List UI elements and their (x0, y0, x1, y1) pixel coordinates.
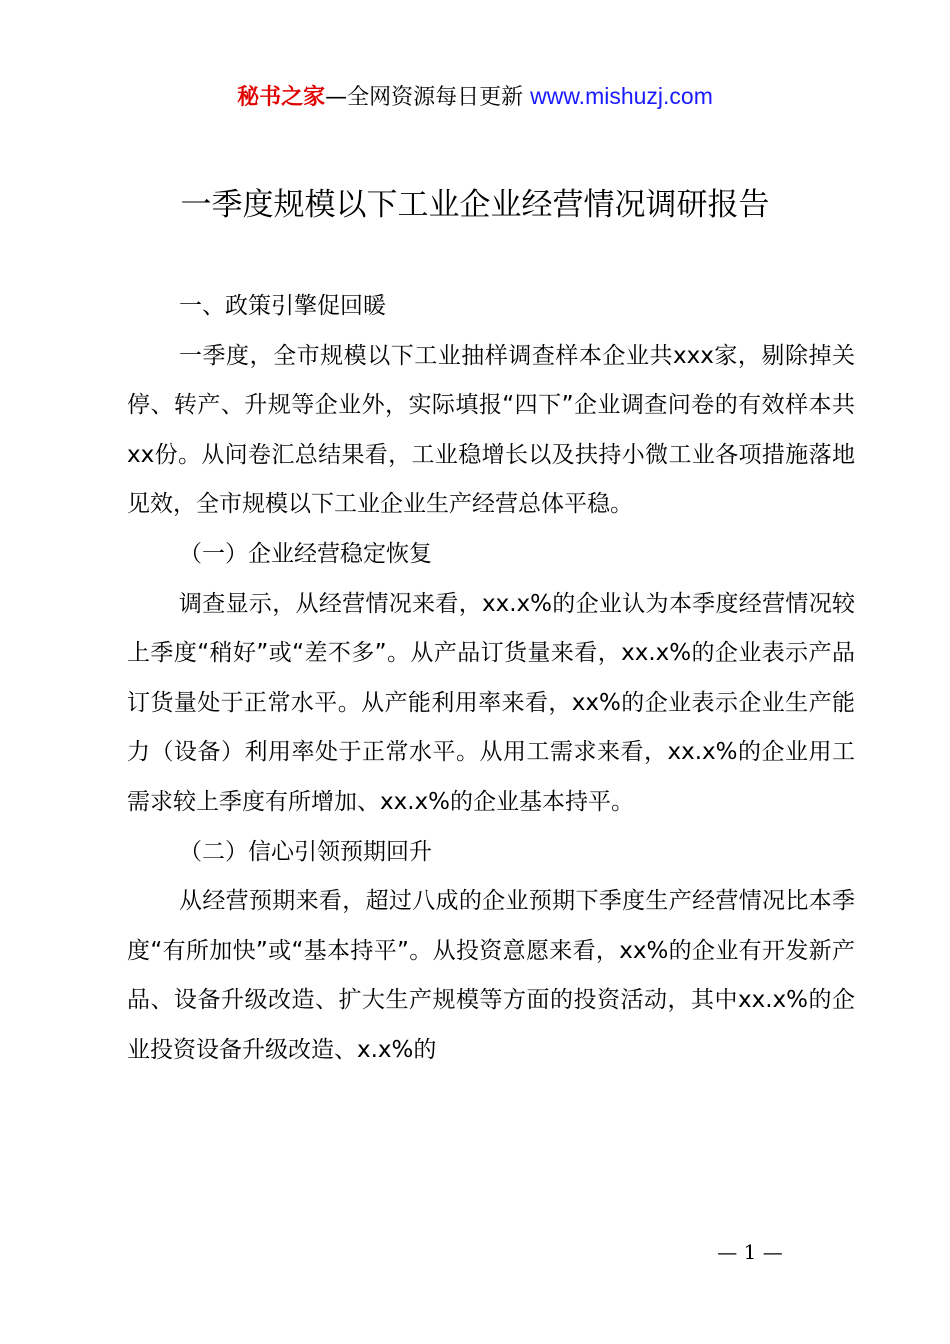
section-heading: 一、政策引擎促回暖 (179, 293, 386, 319)
subsection-heading: （一）企业经营稳定恢复 (179, 540, 432, 567)
site-header (0, 80, 950, 114)
site-brand: 秘书之家 (237, 85, 326, 110)
subsection-heading: （二）信心引领预期回升 (179, 838, 432, 865)
site-tagline: —全网资源每日更新 (325, 85, 531, 110)
body-paragraph: 调查显示，从经营情况来看，xx.x%的企业认为本季度经营情况较上季度“稍好”或“差不多”。从产品订货量来看，xx.x%的企业表示产品订货量处于正常水平。从产能利用率来看，xx%的企业表示企业生产能力（设备）利用率处于正常水平。从用工需求来看，xx.x%的企业用工需求较上季度有所增加、xx.x%的企业基本持平。 (127, 590, 855, 815)
body-paragraph: 从经营预期来看，超过八成的企业预期下季度生产经营情况比本季度“有所加快”或“基本持平”。从投资意愿来看，xx%的企业有开发新产品、设备升级改造、扩大生产规模等方面的投资活动，其中xx.x%的企业投资设备升级改造、x.x%的 (127, 888, 855, 1063)
document-title: 一季度规模以下工业企业经营情况调研报告 (180, 187, 770, 223)
page-number: — 1 — (717, 1240, 783, 1264)
site-url-link[interactable]: www.mishuzj.com (530, 83, 713, 109)
body-paragraph: 一季度，全市规模以下工业抽样调查样本企业共xxx家，剔除掉关停、转产、升规等企业外，实际填报“四下”企业调查问卷的有效样本共xx份。从问卷汇总结果看，工业稳增长以及扶持小微工业各项措施落地见效，全市规模以下工业企业生产经营总体平稳。 (127, 342, 855, 518)
document-body (127, 282, 855, 1076)
